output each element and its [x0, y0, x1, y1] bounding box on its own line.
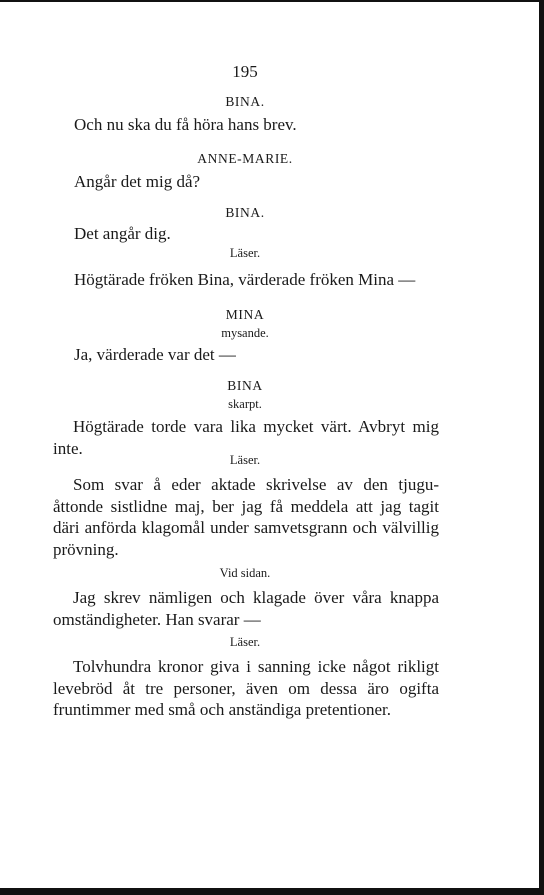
speaker-mina: MINA	[225, 307, 265, 322]
scan-edge-right	[539, 0, 544, 895]
speaker-bina-3: BINA	[227, 378, 263, 393]
dialogue-line-5: Ja, värderade var det —	[74, 345, 236, 364]
dialogue-line-3: Det angår dig.	[74, 224, 171, 243]
dialogue-line-2: Angår det mig då?	[74, 172, 201, 191]
scan-edge-bottom	[0, 888, 544, 895]
speaker-bina-2: BINA.	[225, 205, 265, 220]
stage-direction-reads-1: Läser.	[229, 246, 261, 260]
speaker-bina-1: BINA.	[225, 94, 265, 109]
dialogue-paragraph-1: Högtärade torde vara lika mycket värt. Avbryt mig inte.	[53, 417, 439, 458]
stage-direction-aside: Vid sidan.	[219, 566, 271, 580]
stage-direction-skarpt: skarpt.	[228, 397, 262, 411]
speaker-anne-marie: ANNE-MARIE.	[197, 151, 293, 166]
dialogue-paragraph-2: Jag skrev nämligen och klagade över våra knappa omständigheter. Han svarar —	[53, 588, 439, 629]
page-number: 195	[232, 62, 258, 81]
stage-direction-reads-2: Läser.	[229, 453, 261, 467]
letter-paragraph-2: Tolvhundra kronor giva i sanning icke något rikligt levebröd åt tre personer, även om dessa äro ogifta fruntimmer med små och anständiga pretentioner.	[53, 657, 439, 719]
stage-direction-mysande: mysande.	[221, 326, 269, 340]
dialogue-line-4: Högtärade fröken Bina, värderade fröken Mina —	[74, 270, 416, 289]
letter-paragraph-1: Som svar å eder aktade skrivelse av den tjugu-åttonde sistlidne maj, ber jag få meddela att jag tagit däri anförda klagomål under samvetsgrann och välvillig prövning.	[53, 475, 439, 559]
scan-edge-top	[0, 0, 544, 2]
stage-direction-reads-3: Läser.	[229, 635, 261, 649]
dialogue-line-1: Och nu ska du få höra hans brev.	[74, 115, 297, 134]
